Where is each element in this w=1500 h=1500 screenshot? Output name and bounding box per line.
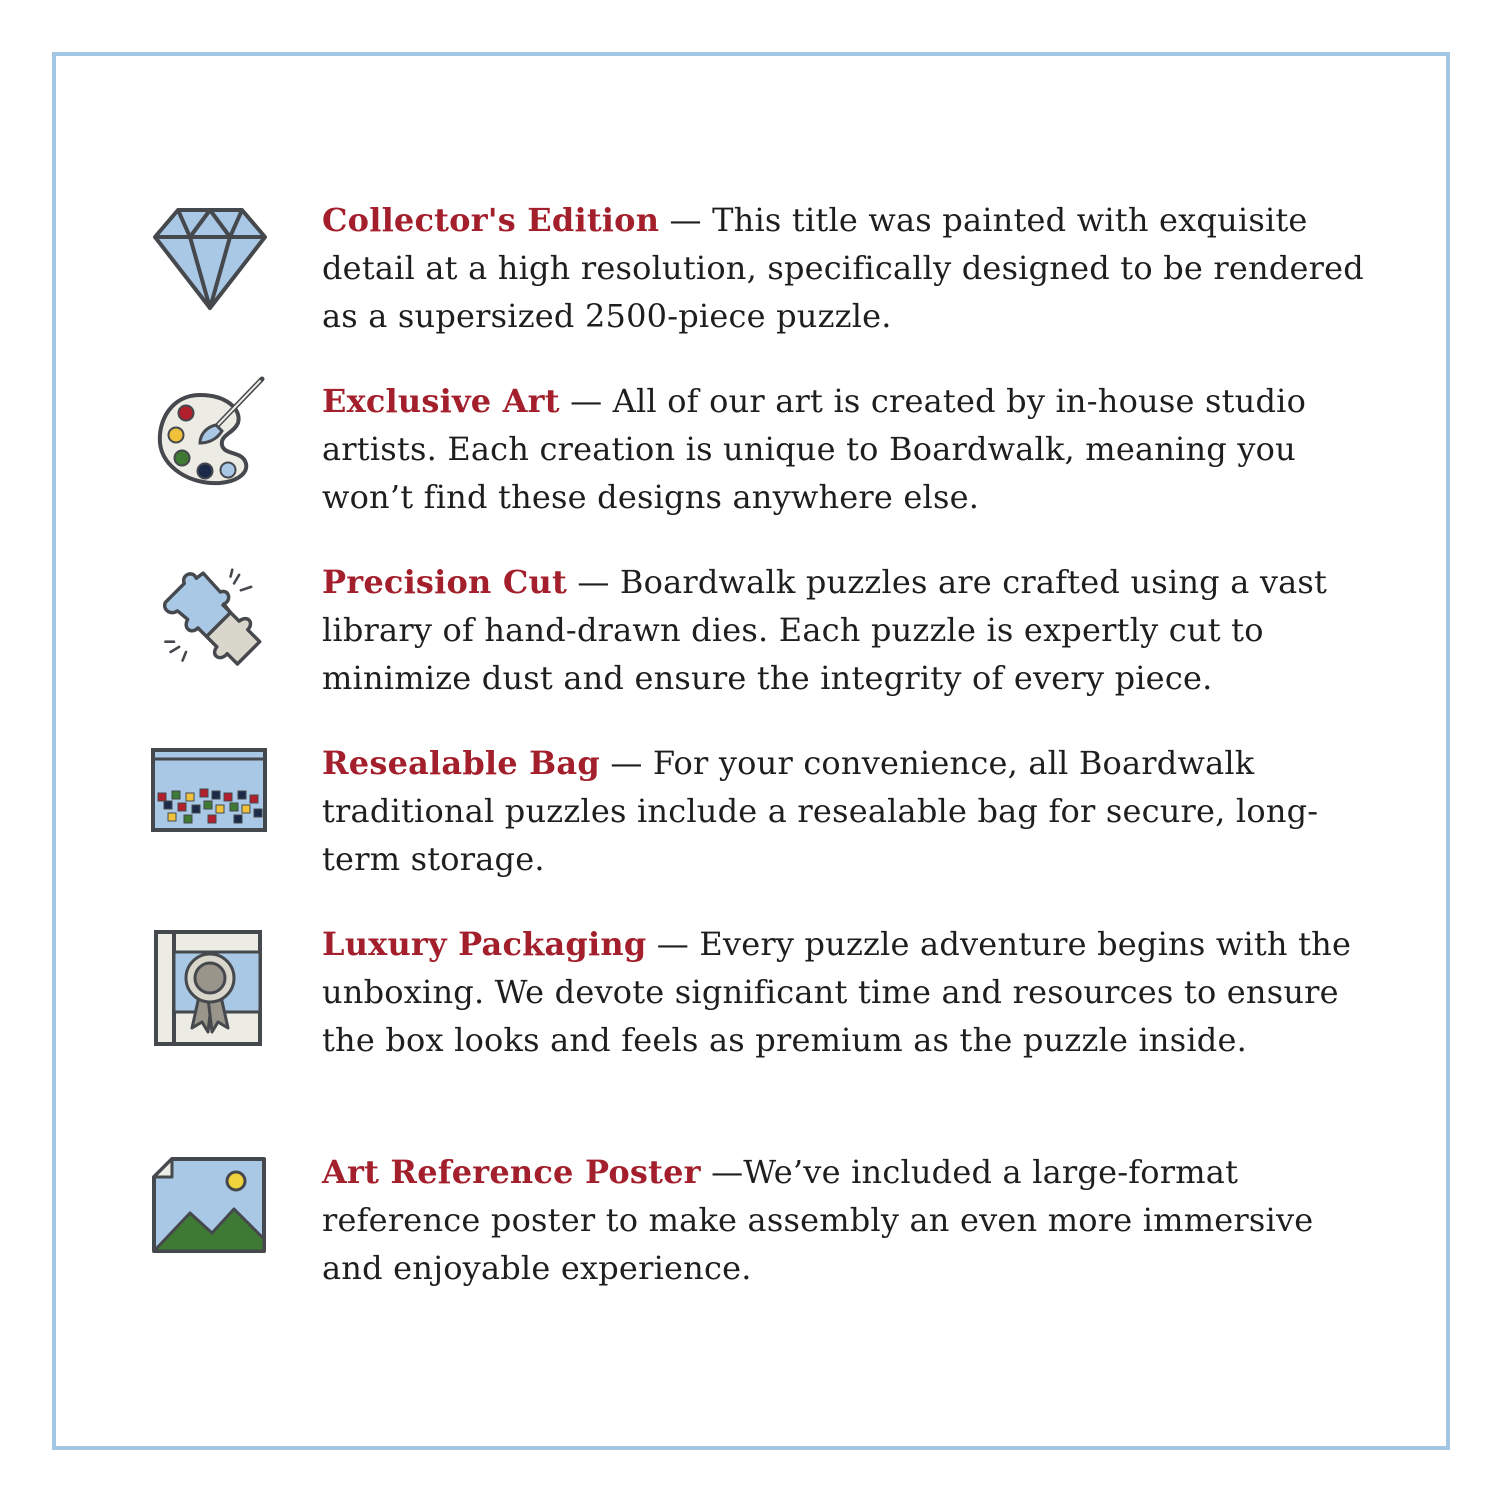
poster-image-icon xyxy=(150,1155,270,1255)
diamond-icon xyxy=(150,200,270,320)
feature-description: For your convenience, all Boardwalk traditional puzzles include a resealable bag for secure, long-term storage. xyxy=(322,744,1319,878)
feature-title: Art Reference Poster xyxy=(322,1153,701,1191)
feature-title: Luxury Packaging xyxy=(322,925,647,963)
puzzle-pieces-icon xyxy=(150,568,270,688)
feature-description: All of our art is created by in-house studio artists. Each creation is unique to Boardwalk, meaning you won’t find these designs anywhere else. xyxy=(322,382,1307,516)
feature-text xyxy=(322,1148,1382,1292)
feature-title: Precision Cut xyxy=(322,563,567,601)
feature-text xyxy=(322,196,1382,340)
feature-dash: — xyxy=(559,382,613,420)
feature-dash: — xyxy=(599,744,653,782)
feature-text xyxy=(322,920,1382,1064)
feature-text xyxy=(322,739,1382,883)
feature-title: Resealable Bag xyxy=(322,744,600,782)
feature-dash: — xyxy=(700,1153,744,1191)
resealable-bag-icon xyxy=(150,745,270,835)
feature-dash: — xyxy=(659,201,713,239)
award-box-icon xyxy=(150,928,270,1048)
feature-title: Exclusive Art xyxy=(322,382,560,420)
feature-description: Boardwalk puzzles are crafted using a vast library of hand-drawn dies. Each puzzle is expertly cut to minimize dust and ensure the integrity of every piece. xyxy=(322,563,1328,697)
feature-title: Collector's Edition xyxy=(322,201,660,239)
feature-description: We’ve included a large-format reference poster to make assembly an even more immersive and enjoyable experience. xyxy=(322,1153,1314,1287)
feature-description: Every puzzle adventure begins with the unboxing. We devote significant time and resources to ensure the box looks and feels as premium as the puzzle inside. xyxy=(322,925,1352,1059)
feature-dash: — xyxy=(566,563,620,601)
paint-palette-icon xyxy=(150,375,270,495)
feature-text xyxy=(322,558,1382,702)
feature-dash: — xyxy=(646,925,700,963)
feature-description: This title was painted with exquisite detail at a high resolution, specifically designed to be rendered as a supersized 2500-piece puzzle. xyxy=(322,201,1364,335)
feature-text xyxy=(322,377,1382,521)
